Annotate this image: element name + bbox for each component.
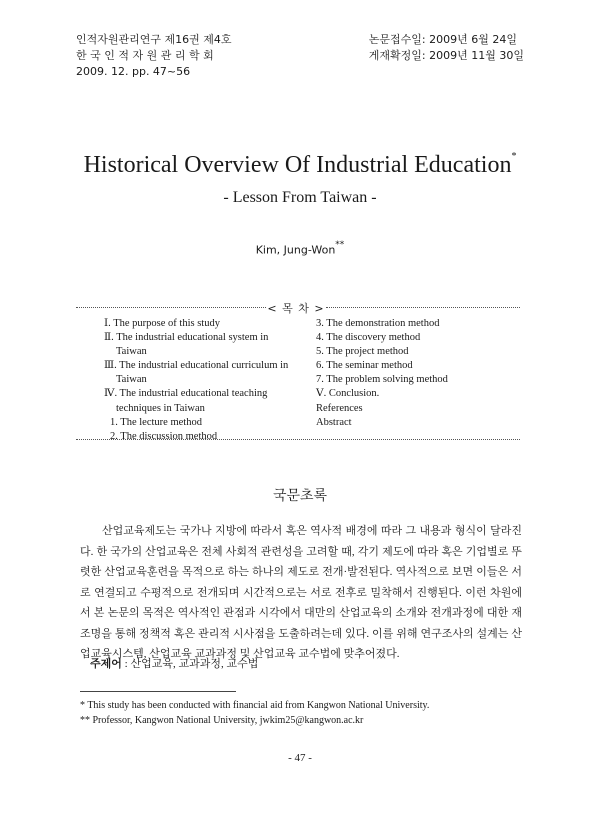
toc-right-column [316, 317, 516, 430]
keywords-line [90, 655, 258, 671]
toc-subitem: 4. The discovery method [316, 332, 421, 344]
toc-top-rule-left [76, 307, 266, 308]
abstract-heading: 국문초록 [272, 488, 328, 504]
toc-heading: < 목 차 > [267, 302, 325, 315]
toc-subitem: 2. The discussion method [110, 430, 218, 442]
toc-item: Ⅲ. The industrial educational curriculum in [104, 360, 289, 372]
submission-dates [369, 32, 524, 64]
keywords-label: 주제어 [90, 657, 122, 670]
received-date: 논문접수일: 2009년 6월 24일 [368, 33, 517, 46]
toc-subitem: 1. The lecture method [110, 416, 202, 428]
toc-bottom-rule [76, 439, 520, 440]
toc-item: Abstract [316, 416, 352, 428]
toc-item: References [316, 402, 363, 414]
journal-name: 인적자원관리연구 제16권 제4호 [76, 33, 232, 46]
footnotes [80, 698, 429, 728]
journal-info [76, 32, 232, 80]
title-footnote-mark: * [511, 151, 517, 162]
toc-top-rule-right [326, 307, 520, 308]
toc-subitem: 7. The problem solving method [316, 374, 448, 386]
toc-item: Ⅴ. Conclusion. [316, 388, 380, 400]
toc-subitem: 6. The seminar method [316, 360, 413, 372]
author-name: Kim, Jung-Won [255, 243, 336, 257]
keywords-separator: : [121, 658, 131, 670]
toc-item: Ⅳ. The industrial educational teaching [104, 388, 268, 400]
society-name: 한 국 인 적 자 원 관 리 학 회 [76, 49, 214, 62]
footnote-rule [80, 691, 236, 692]
page-number: - 47 - [288, 752, 312, 764]
toc-subitem: 3. The demonstration method [316, 318, 440, 329]
table-of-contents [76, 300, 520, 440]
toc-subitem: 5. The project method [316, 346, 409, 358]
toc-item-continued: Taiwan [116, 346, 147, 358]
footnote-author: ** Professor, Kangwon National University, jwkim25@kangwon.ac.kr [80, 715, 364, 726]
abstract-body: 산업교육제도는 국가나 지방에 따라서 혹은 역사적 배경에 따라 그 내용과 형식이 달라진다. 한 국가의 산업교육은 전체 사회적 관련성을 고려할 때, 각기 제도에 따라 혹은 기업별로 뚜렷한 산업교육훈련을 목적으로 하는 하나의 제도로 전개·발전된다. 역사적으로 보면 이들은 서로 연결되고 수평적으로 전개되며 시간적으로는 서로 전후로 밀착해서 진행된다. 이런 차원에서 본 논문의 목적은 역사적인 관점과 시각에서 대만의 산업교육의 소개와 전개과정에 대한 재조명을 통해 정책적 혹은 관리적 시사점을 도출하려는데 있다. 이를 위해 연구조사의 설계는 산업교육시스템, 산업교육 교과과정 및 산업교육 교수법에 맞추어졌다. [80, 525, 522, 660]
toc-item-continued: techniques in Taiwan [116, 402, 205, 414]
issue-pages: 2009. 12. pp. 47~56 [76, 65, 191, 78]
paper-subtitle: - Lesson From Taiwan - [223, 189, 377, 206]
author-line [0, 242, 600, 257]
paper-title [0, 152, 600, 179]
author-footnote-mark: ** [335, 240, 345, 250]
footnote-funding: * This study has been conducted with financial aid from Kangwon National University. [80, 700, 430, 711]
toc-item: Ⅰ. The purpose of this study [104, 318, 220, 329]
keywords-value: 산업교육, 교과과정, 교수법 [130, 658, 259, 670]
paper-title-text: Historical Overview Of Industrial Education [83, 152, 512, 178]
toc-item-continued: Taiwan [116, 374, 147, 386]
toc-left-column [104, 317, 314, 444]
accepted-date: 게재확정일: 2009년 11월 30일 [368, 49, 524, 62]
toc-item: Ⅱ. The industrial educational system in [104, 332, 269, 344]
